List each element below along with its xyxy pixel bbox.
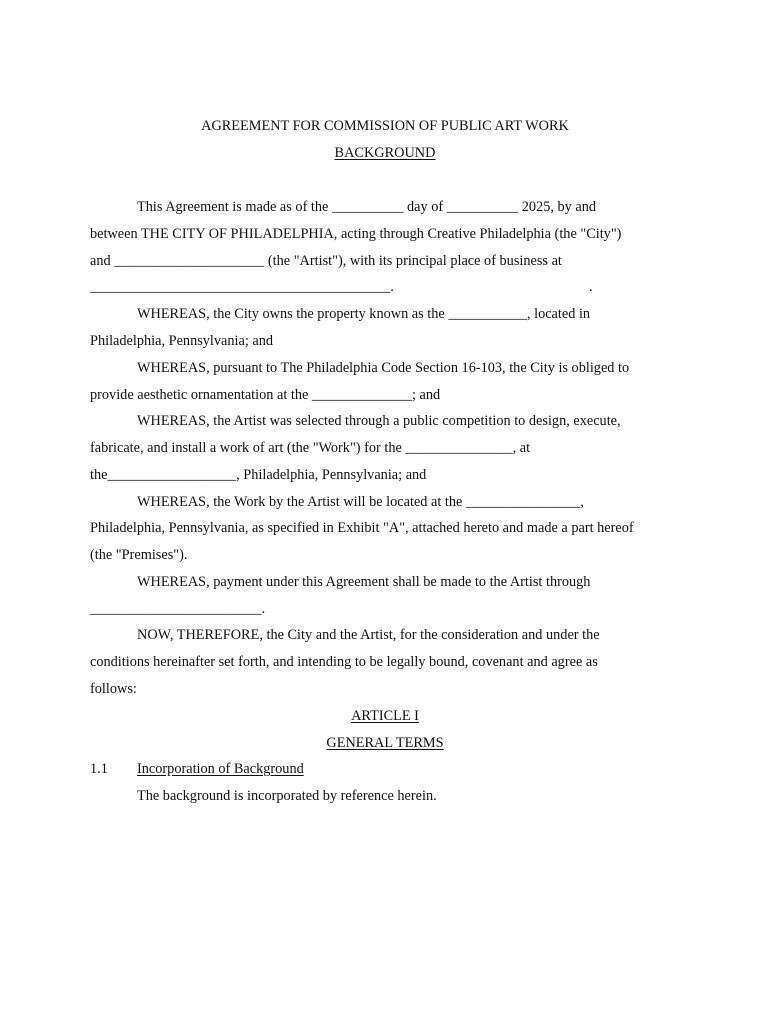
article-heading: ARTICLE I [351,708,419,724]
whereas-2-line-1: WHEREAS, pursuant to The Philadelphia Code Section 16-103, the City is obliged to [137,360,630,376]
whereas-5-line-1: WHEREAS, payment under this Agreement shall be made to the Artist through [137,574,591,590]
preamble-line-1: This Agreement is made as of the __________ day of __________ 2025, by and [137,199,597,215]
whereas-4-line-3: (the "Premises"). [90,547,188,563]
now-therefore-line-1: NOW, THEREFORE, the City and the Artist, for the consideration and under the [137,627,600,643]
whereas-2-line-2: provide aesthetic ornamentation at the ______________; and [90,387,441,403]
preamble-line-4: __________________________________________. [90,279,394,295]
document-title: AGREEMENT FOR COMMISSION OF PUBLIC ART WORK [201,118,569,134]
now-therefore-line-2: conditions hereinafter set forth, and intending to be legally bound, covenant and agree as [90,654,598,670]
background-heading: BACKGROUND [334,145,436,161]
whereas-3-line-2: fabricate, and install a work of art (the "Work") for the _______________, at [90,440,531,456]
now-therefore-line-3: follows: [90,681,137,697]
preamble-line-3: and _____________________ (the "Artist"), with its principal place of business at [90,253,562,269]
preamble-line-4-period: . [589,279,593,295]
section-number: 1.1 [90,761,108,777]
whereas-1-line-2: Philadelphia, Pennsylvania; and [90,333,274,349]
whereas-3-line-1: WHEREAS, the Artist was selected through a public competition to design, execute, [137,413,621,429]
section-title: Incorporation of Background [137,761,304,777]
preamble-line-2: between THE CITY OF PHILADELPHIA, acting through Creative Philadelphia (the "City") [90,226,622,242]
section-text: The background is incorporated by reference herein. [137,788,437,804]
whereas-4-line-1: WHEREAS, the Work by the Artist will be located at the ________________, [137,494,584,510]
article-subheading: GENERAL TERMS [326,735,444,751]
whereas-4-line-2: Philadelphia, Pennsylvania, as specified in Exhibit "A", attached hereto and made a part hereof [90,520,634,536]
whereas-1-line-1: WHEREAS, the City owns the property known as the ___________, located in [137,306,591,322]
whereas-3-line-3: the__________________, Philadelphia, Pennsylvania; and [90,467,427,483]
whereas-5-line-2: ________________________. [90,601,266,617]
